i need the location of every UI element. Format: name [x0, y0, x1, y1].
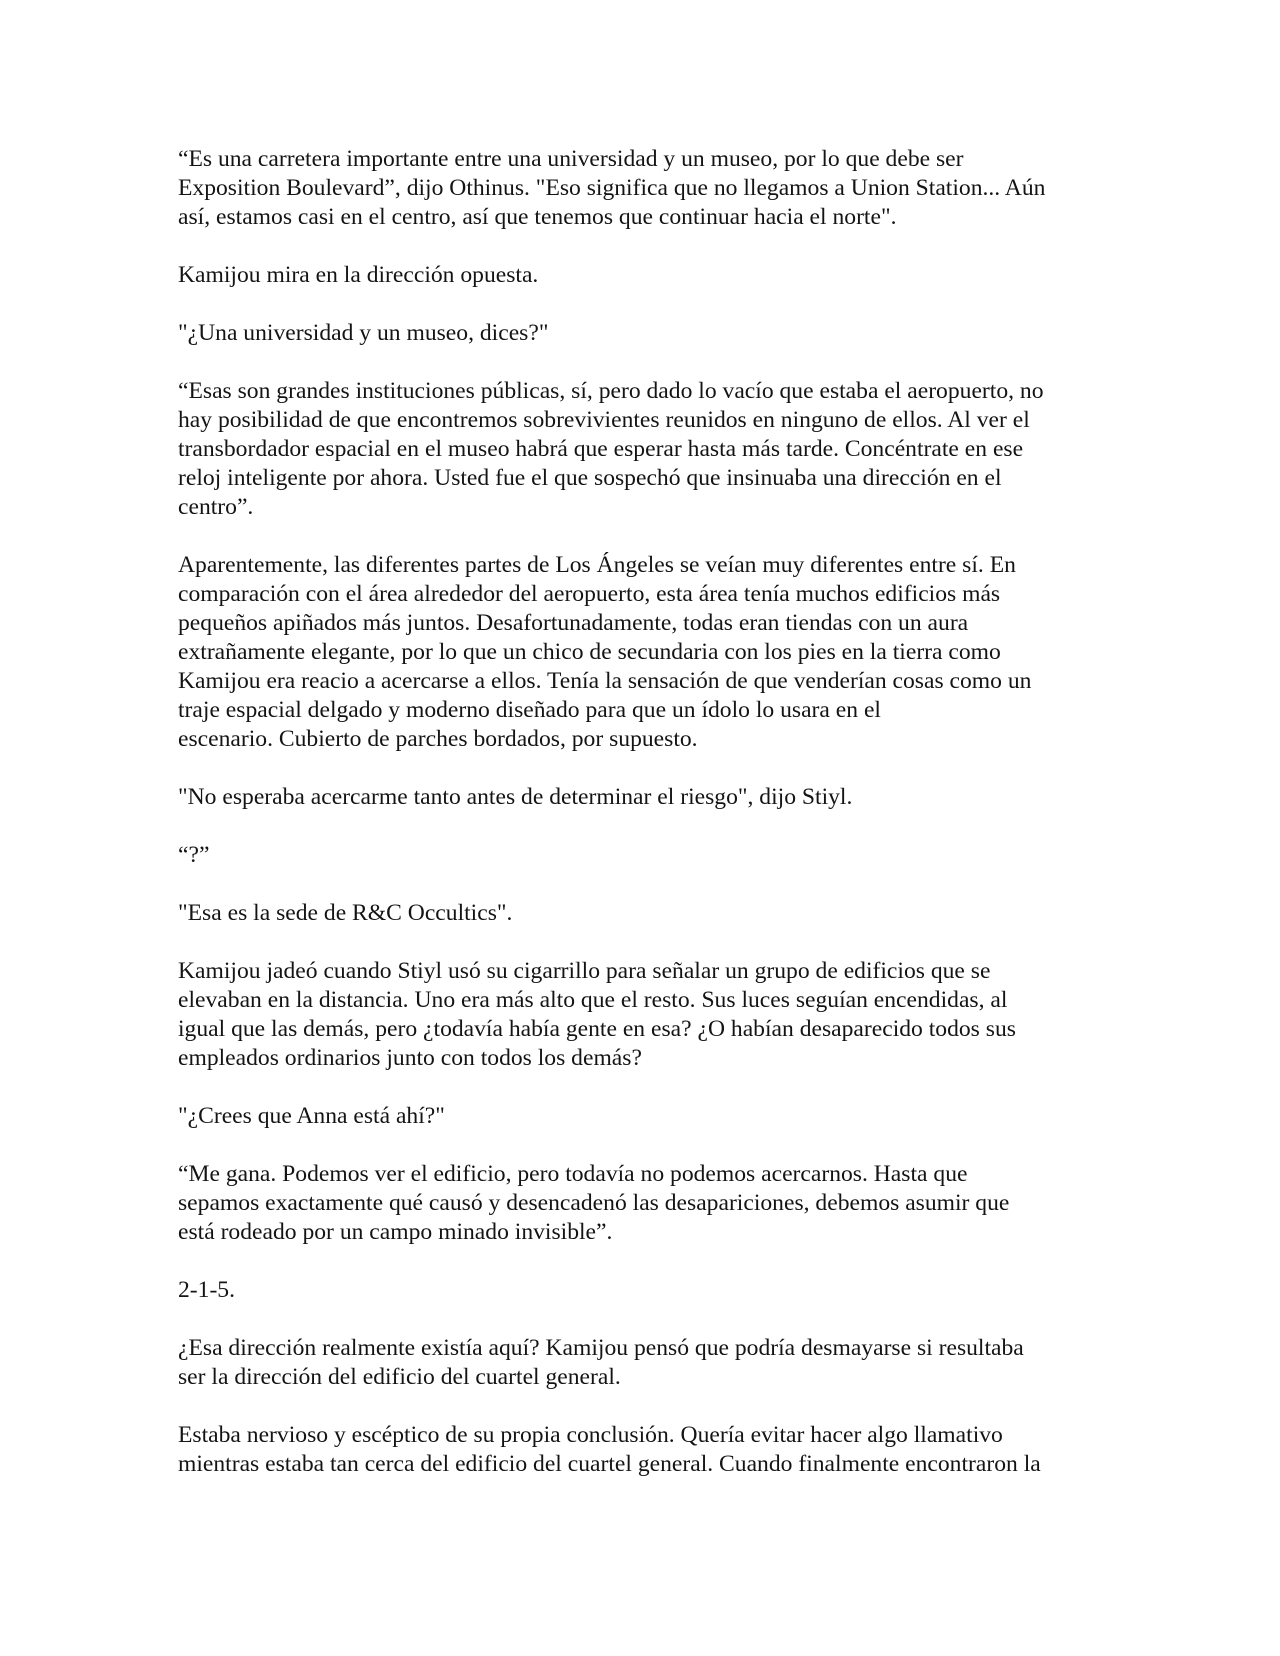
text-line: pequeños apiñados más juntos. Desafortunadamente, todas eran tiendas con un aura	[178, 610, 969, 636]
paragraph-10	[178, 1102, 1108, 1131]
paragraph-12	[178, 1276, 1108, 1305]
text-line: hay posibilidad de que encontremos sobrevivientes reunidos en ninguno de ellos. Al ver el	[178, 407, 1030, 433]
text-line: Kamijou jadeó cuando Stiyl usó su cigarrillo para señalar un grupo de edificios que se	[178, 958, 991, 984]
text-line: "Esa es la sede de R&C Occultics".	[178, 900, 513, 926]
text-line: está rodeado por un campo minado invisible”.	[178, 1219, 613, 1245]
paragraph-4	[178, 377, 1108, 522]
text-line: mientras estaba tan cerca del edificio del cuartel general. Cuando finalmente encontraron la	[178, 1451, 1041, 1477]
text-line: empleados ordinarios junto con todos los demás?	[178, 1045, 642, 1071]
text-line: traje espacial delgado y moderno diseñado para que un ídolo lo usara en el	[178, 697, 881, 723]
text-line: igual que las demás, pero ¿todavía había gente en esa? ¿O habían desaparecido todos sus	[178, 1016, 1016, 1042]
text-line: extrañamente elegante, por lo que un chico de secundaria con los pies en la tierra como	[178, 639, 1001, 665]
text-line: reloj inteligente por ahora. Usted fue el que sospechó que insinuaba una dirección en el	[178, 465, 1002, 491]
paragraph-3	[178, 319, 1108, 348]
text-line: ser la dirección del edificio del cuartel general.	[178, 1364, 621, 1390]
text-line: comparación con el área alrededor del aeropuerto, esta área tenía muchos edificios más	[178, 581, 1001, 607]
paragraph-2	[178, 261, 1108, 290]
paragraph-13	[178, 1334, 1108, 1392]
text-line: "¿Crees que Anna está ahí?"	[178, 1103, 445, 1129]
text-line: ¿Esa dirección realmente existía aquí? Kamijou pensó que podría desmayarse si resultaba	[178, 1335, 1024, 1361]
text-line: centro”.	[178, 494, 254, 520]
text-line: sepamos exactamente qué causó y desencadenó las desapariciones, debemos asumir que	[178, 1190, 1010, 1216]
text-line: así, estamos casi en el centro, así que tenemos que continuar hacia el norte".	[178, 204, 897, 230]
document-page	[178, 145, 1108, 1508]
text-line: 2-1-5.	[178, 1277, 236, 1303]
paragraph-14	[178, 1421, 1108, 1479]
paragraph-5	[178, 551, 1108, 754]
text-line: Estaba nervioso y escéptico de su propia conclusión. Quería evitar hacer algo llamativo	[178, 1422, 1003, 1448]
paragraph-6	[178, 783, 1108, 812]
text-line: “Me gana. Podemos ver el edificio, pero todavía no podemos acercarnos. Hasta que	[178, 1161, 968, 1187]
paragraph-8	[178, 899, 1108, 928]
text-line: “Esas son grandes instituciones públicas, sí, pero dado lo vacío que estaba el aeropuerto, no	[178, 378, 1044, 404]
text-line: Kamijou mira en la dirección opuesta.	[178, 262, 539, 288]
text-line: Kamijou era reacio a acercarse a ellos. Tenía la sensación de que venderían cosas como un	[178, 668, 1032, 694]
text-line: escenario. Cubierto de parches bordados, por supuesto.	[178, 726, 698, 752]
text-line: "No esperaba acercarme tanto antes de determinar el riesgo", dijo Stiyl.	[178, 784, 853, 810]
paragraph-11	[178, 1160, 1108, 1247]
text-line: transbordador espacial en el museo habrá que esperar hasta más tarde. Concéntrate en ese	[178, 436, 1024, 462]
text-line: Aparentemente, las diferentes partes de Los Ángeles se veían muy diferentes entre sí. En	[178, 552, 1016, 578]
paragraph-7	[178, 841, 1108, 870]
paragraph-9	[178, 957, 1108, 1073]
text-line: "¿Una universidad y un museo, dices?"	[178, 320, 549, 346]
text-line: elevaban en la distancia. Uno era más alto que el resto. Sus luces seguían encendidas, al	[178, 987, 1008, 1013]
text-line: “Es una carretera importante entre una universidad y un museo, por lo que debe ser	[178, 146, 964, 172]
text-line: “?”	[178, 842, 210, 868]
paragraph-1	[178, 145, 1108, 232]
text-line: Exposition Boulevard”, dijo Othinus. "Eso significa que no llegamos a Union Station... Aún	[178, 175, 1046, 201]
